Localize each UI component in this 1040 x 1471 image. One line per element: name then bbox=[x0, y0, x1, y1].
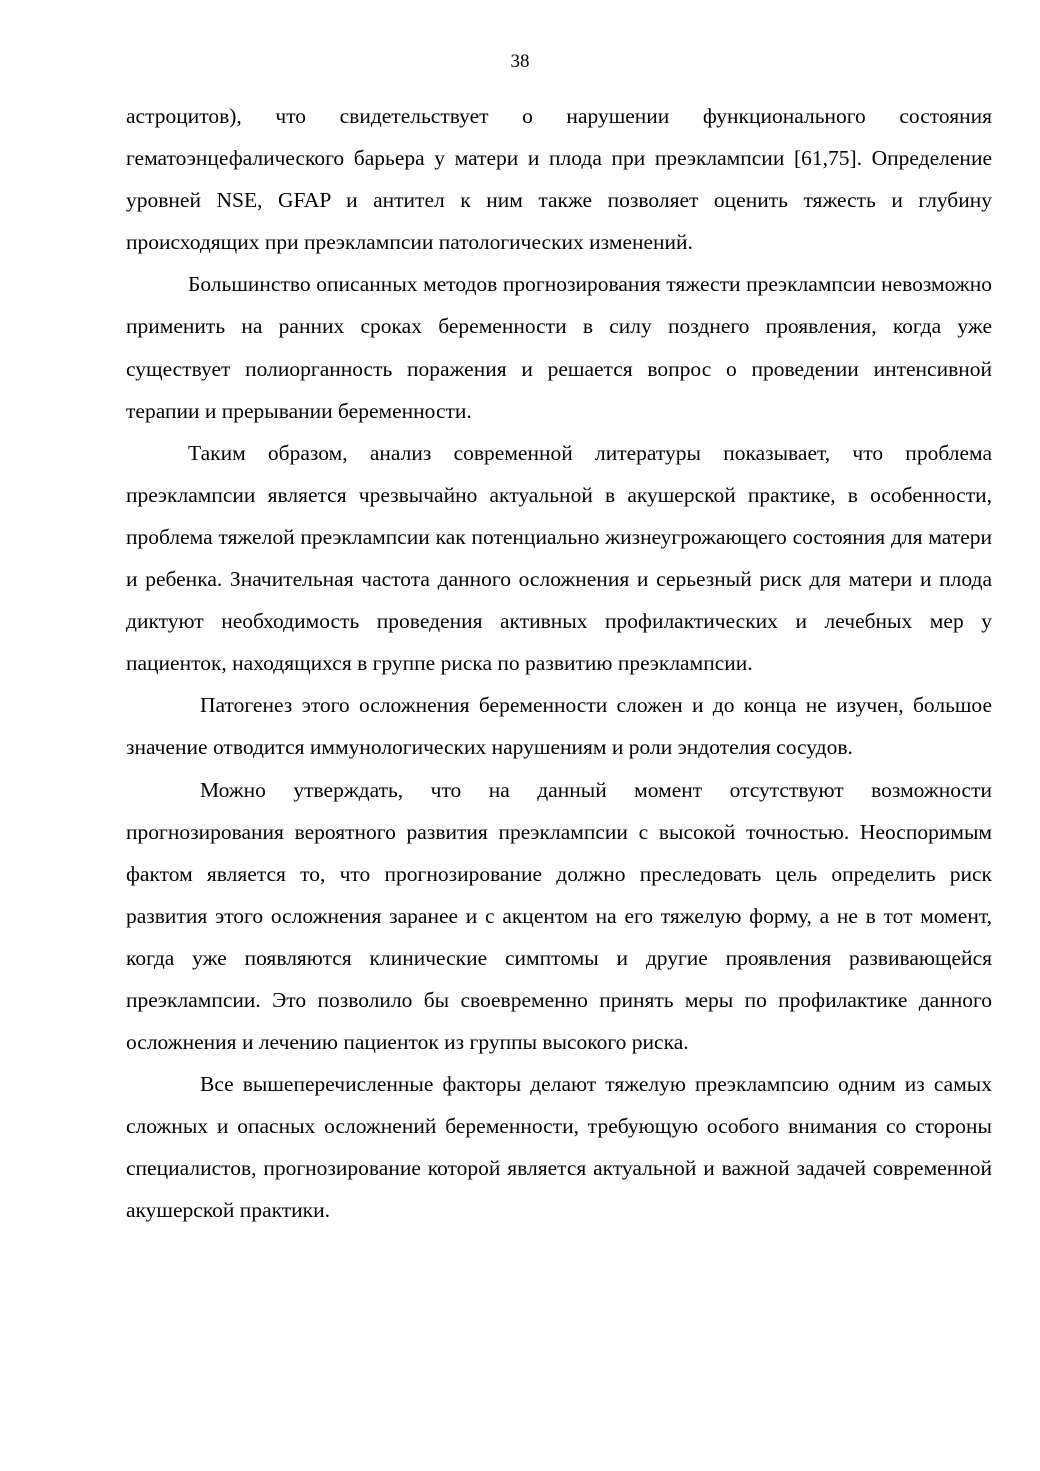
paragraph: Большинство описанных методов прогнозирования тяжести преэклампсии невозможно применить на ранних сроках беременности в силу позднего проявления, когда уже существует полиорганность поражения и решается вопрос о проведении интенсивной терапии и прерывании беременности. bbox=[126, 272, 992, 423]
paragraph: Таким образом, анализ современной литературы показывает, что проблема преэклампсии является чрезвычайно актуальной в акушерской практике, в особенности, проблема тяжелой преэклампсии как потенциально жизнеугрожающего состояния для матери и ребенка. Значительная частота данного осложнения и серьезный риск для матери и плода диктуют необходимость проведения активных профилактических и лечебных мер у пациенток, находящихся в группе риска по развитию преэклампсии. bbox=[126, 440, 992, 676]
document-body bbox=[126, 95, 992, 1232]
paragraph: Можно утверждать, что на данный момент отсутствуют возможности прогнозирования вероятного развития преэклампсии с высокой точностью. Неоспоримым фактом является то, что прогнозирование должно преследовать цель определить риск развития этого осложнения заранее и с акцентом на его тяжелую форму, а не в тот момент, когда уже появляются клинические симптомы и другие проявления развивающейся преэклампсии. Это позволило бы своевременно принять меры по профилактике данного осложнения и лечению пациенток из группы высокого риска. bbox=[126, 777, 992, 1055]
paragraph-continuation: астроцитов), что свидетельствует о нарушении функционального состояния гематоэнцефалического барьера у матери и плода при преэклампсии [61,75]. Определение уровней NSE, GFAP и антител к ним также позволяет оценить тяжесть и глубину происходящих при преэклампсии патологических изменений. bbox=[126, 104, 992, 255]
paragraph: Патогенез этого осложнения беременности сложен и до конца не изучен, большое значение отводится иммунологических нарушениям и роли эндотелия сосудов. bbox=[126, 693, 992, 760]
page-number: 38 bbox=[510, 51, 530, 72]
paragraph: Все вышеперечисленные факторы делают тяжелую преэклампсию одним из самых сложных и опасных осложнений беременности, требующую особого внимания со стороны специалистов, прогнозирование которой является актуальной и важной задачей современной акушерской практики. bbox=[126, 1072, 992, 1223]
